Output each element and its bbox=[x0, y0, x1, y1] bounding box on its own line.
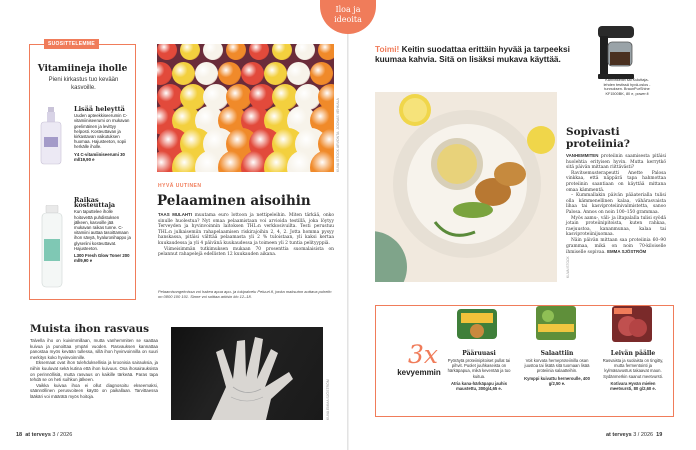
hand-photo-credit: KUVA EMMA SJÖSTRÖM bbox=[326, 379, 330, 420]
protein-author: EMMA SJÖSTRÖM bbox=[607, 249, 647, 255]
meetvursti-package-icon bbox=[612, 306, 652, 342]
lottery-ball bbox=[272, 44, 292, 60]
lottery-ball bbox=[318, 44, 334, 60]
product-toner-price: L300 Fresh Glow Toner 200 ml/9,90 e bbox=[74, 253, 130, 264]
option-main-dish-price: Atria kana-härkäpapu jauhis maustettu, 300g/4,65 e. bbox=[450, 380, 508, 392]
right-folio bbox=[606, 432, 662, 438]
option-main-dish-title: Pääruuasi bbox=[462, 350, 496, 357]
lottery-ball bbox=[157, 62, 172, 85]
tab-line-1: Iloa ja bbox=[335, 5, 361, 14]
skin-body-2: Eksemaat ovat ihon tulehduksellisia ja kroonisia sairauksia, ja niihin kuuluvat sekä kutina että ihon kuivuus. Osa ihosairauksista on perinnöllisiä, mutta rasvaus on kaikille tärkeää. Paras tapa tehdä se on heti suihkun jälkeen. bbox=[30, 360, 158, 383]
gambling-body-2: Viimeisimmän tutkimuksen mukaan 70 prosenttia suomalaisista on pelannut rahapelejä edellisten 12 kuukauden aikana. bbox=[158, 246, 334, 258]
skin-body bbox=[30, 338, 158, 400]
protein-article bbox=[566, 126, 666, 256]
option-salad-price: Kymppi kuivattu herneroulle, 400 g/2,50 e. bbox=[524, 375, 590, 386]
recommendation-tag: SUOSITTELEMME bbox=[44, 39, 99, 49]
protein-body-3: – Kummallakin päivän pääaterialla tulisi olla kämmenellinen kalaa, vähärasvaista lihaa tai kasviproteiinivalmistetta, sanoo Palosa. Annos on noin 100–150 grammaa. bbox=[566, 193, 666, 215]
lottery-ball bbox=[180, 44, 200, 60]
protein-headline: Sopivasti proteiinia? bbox=[566, 126, 630, 150]
coffee-text: Keitin suodattaa erittäin hyvää ja tarpeeksi kuumaa kahvia. Sitä on lisäksi mukava käyttää. bbox=[375, 44, 570, 64]
protein-body-5: Näin päivän mittaan saa proteiinia 60–90 grammaa, mikä on noin 70-kiloiselle ihmiselle sopivaa. bbox=[566, 237, 666, 256]
food-photo-credit: KUVA ISTOCK bbox=[566, 256, 570, 278]
left-page-number: 18 bbox=[16, 432, 23, 438]
gambling-help-note: Pelaamisongelmissa voi hakea apua apu- ja tukipalvelu Peluuri.fi, jonka maksuton auttava puhelin on 0800 100 101. Sinne voi soittaa arkisin klo 12–18. bbox=[158, 289, 332, 299]
skin-body-3: Vaikka kuivaa ihoa ei ollut diagnosoitu ekseemaksi, säännöllinen perusvoiteen käyttö on paikallaan. Tarvittaessa lääkäri voi määrätä myös hoitoja. bbox=[30, 382, 158, 399]
recommendation-subtitle: Pieni kirkastus tuo kevään kasvoille. bbox=[48, 77, 119, 91]
gambling-body-lead: TAAS MULAHTI bbox=[158, 212, 192, 217]
product-toner bbox=[74, 198, 132, 263]
lottery-ball bbox=[218, 62, 241, 85]
atria-package-icon bbox=[457, 306, 497, 342]
protein-body-text: proteiinin saamisesta pitäisi huolehtia erityisen hyvin. Mutta kerrytkö sitä päivän mittaan riittävästi? bbox=[566, 154, 666, 171]
skin-body-1: Talvella iho on kuivimmillaan, mutta vanhemmiten se saattaa kuivua ja punoittaa ympäri vuoden. Rasvauksen kannattaa panostaa myös kevään tullessa, sillä ihon hyvinvoinnilla on suuri merkitys koko hyvinvoinnille. bbox=[30, 338, 158, 360]
option-bread-text: Rasvaista ja suolaista on tingitty, mutta fermentointi ja kylmäsavustus takaavat maun. Sydänmerkin saanut meetvursti. bbox=[602, 358, 664, 379]
product-serum-text: Uuden apteekkiseerumin C-vitamiiniseerumi on mukavan geelimäinen ja levittyy helposti. Kosteuttavan ja kirkastavan vaikutuksen huomaa. Hajusteeton, sopii herkälle iholle. bbox=[74, 113, 130, 150]
left-magazine-name: at terveys bbox=[25, 432, 51, 438]
lottery-ball bbox=[264, 62, 287, 85]
coffee-headline bbox=[375, 44, 600, 64]
right-magazine-name: at terveys bbox=[606, 432, 632, 438]
gambling-body-text: muutama euro lottoon ja nettipeleihin. Miten tärkää, onko sinulle huolestua? Nyt omaa pelaamistaan voi arvioida testillä, joka löytyy Terveyden ja hyvinvoinnin laitoksen THL:n verkkosivuilta. Testi perustuu THL:n julkaisemiin rahapelaamisen riskirajoihin 2, 4, 2. Jotta homma pysyy hanskassa, pitäisi välttää pelaamasta yli 2 % tuloistaan, yli kaksi kertaa kuukaudessa ja yli 4 päivänä kuukaudessa ja toimeen yli 2 tuntia pelityyppiä. bbox=[158, 213, 334, 246]
protein-body-lead: VANHEMMITEN bbox=[566, 153, 599, 158]
lottery-ball bbox=[295, 44, 315, 60]
coffee-maker-caption: Kahvinkeitin sai Kuluttaja-lehden testissä hyvä-oslos -tunnuksen. BraunPurShine KF1500BK, 80 e, power.fi bbox=[603, 78, 651, 97]
section-tab bbox=[320, 0, 376, 34]
option-salad-text: Voit korvata herneproteiinilla osan juustoa tai lisätä sitä tuomaan lisää proteiinia salaatteihin. bbox=[524, 358, 590, 374]
lighter-label: kevyemmin bbox=[397, 368, 441, 377]
tab-line-2: ideoita bbox=[334, 15, 362, 24]
product-serum-title: Lisää heleyttä bbox=[74, 105, 125, 113]
recommendation-title: Vitamiineja iholle bbox=[37, 64, 128, 74]
spine bbox=[347, 0, 349, 450]
gambling-headline: Pelaaminen aisoihin bbox=[157, 193, 311, 209]
option-salad bbox=[524, 350, 590, 386]
option-bread-price: Kotivara Hyvän mielen meetvursti, 80 g/2,60 e. bbox=[610, 380, 656, 392]
lottery-ball bbox=[172, 62, 195, 85]
option-salad-title: Salaattiin bbox=[540, 350, 574, 357]
good-news-kicker: HYVÄ UUTINEN bbox=[158, 183, 202, 189]
toner-bottle-icon bbox=[38, 205, 66, 289]
protein-body bbox=[566, 153, 666, 256]
herne-package-icon bbox=[536, 304, 576, 342]
lottery-balls-photo bbox=[157, 44, 334, 172]
skin-headline: Muista ihon rasvaus bbox=[30, 323, 150, 335]
gambling-body bbox=[158, 212, 334, 258]
protein-food-photo bbox=[375, 92, 557, 282]
product-toner-title: Raikas kosteuttaja bbox=[74, 196, 116, 210]
lottery-photo-credit: KUVA ISTOCK ARVONTA: JOONAS VEHKALA bbox=[336, 98, 340, 172]
three-x-label: 3x bbox=[408, 340, 439, 369]
product-serum-price: Y4 C-vitamiiniseerumi 30 ml/19,90 e bbox=[74, 151, 125, 162]
lottery-ball bbox=[203, 44, 223, 60]
lottery-ball bbox=[226, 44, 246, 60]
coffee-lead: Toimi! bbox=[375, 44, 400, 54]
option-main-dish-text: Pyöräytä proteiinipitoiset pullat tai pihvit. Puolet juuhkaseista on härkäpapua, mikä keventää ja tuo kuitua. bbox=[447, 358, 511, 379]
lottery-ball bbox=[310, 62, 333, 85]
right-issue: 3 / 2026 bbox=[633, 432, 654, 438]
lottery-ball bbox=[287, 62, 310, 85]
lottery-ball bbox=[249, 44, 269, 60]
right-page-number: 19 bbox=[656, 432, 663, 438]
lottery-ball bbox=[241, 62, 264, 85]
lottery-ball bbox=[195, 62, 218, 85]
coffee-maker-icon bbox=[594, 24, 638, 79]
recommendation-box bbox=[29, 41, 136, 300]
hand-photo bbox=[171, 327, 323, 420]
serum-bottle-icon bbox=[38, 107, 64, 165]
left-issue: 3 / 2026 bbox=[52, 432, 73, 438]
lottery-ball bbox=[157, 44, 177, 60]
option-bread-title: Leivän päälle bbox=[610, 350, 656, 357]
product-toner-text: Kun taputtelee iholle hoitovettä puhdistuksen jälkeen, kasvoille jää mukavan raikas tunne. C-vitamiini auttaa tasoittamaan ihon sävyä, hyaluronihappo ja glyseriini kosteuttavat. Hajusteeton. bbox=[74, 209, 131, 251]
product-serum bbox=[74, 107, 132, 162]
left-folio bbox=[16, 432, 72, 438]
option-bread bbox=[600, 350, 666, 391]
option-main-dish bbox=[446, 350, 512, 391]
protein-body-4: Myös aamu-, väli- ja iltapalalla tulisi syödä jotain proteiinipitoista, kuten rahkaa, raejuustoa, kananmunaa, kalaa tai kasviproteiinijuomaa. bbox=[566, 215, 666, 238]
protein-body-2: Ravitsemusterapeutti Anette Palosa vinkkaa, että näppärä tapa hahmottaa proteiinin saantiaan on käyttää mittana omaa kämmentä. bbox=[566, 170, 666, 193]
